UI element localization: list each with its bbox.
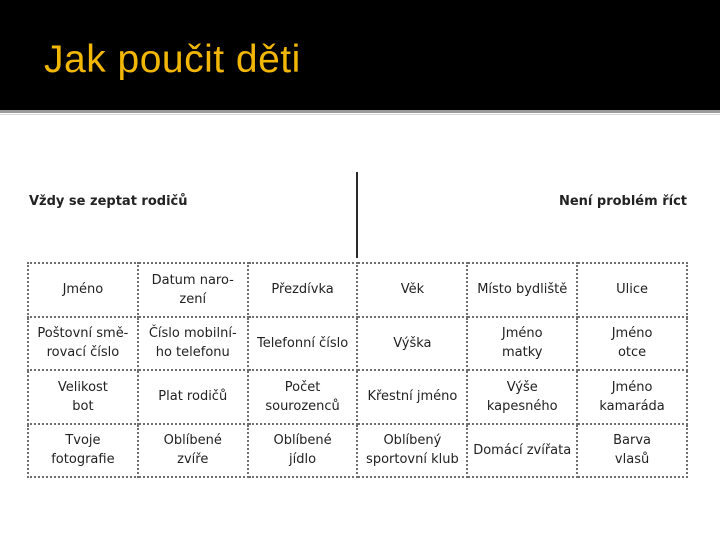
- scale-divider-line: [356, 172, 358, 258]
- grid-cell: Domácí zvířata: [467, 424, 577, 478]
- label-always-ask-parents: Vždy se zeptat rodičů: [29, 194, 188, 209]
- grid-cell: Jméno: [28, 263, 138, 317]
- grid-cell: Telefonní číslo: [248, 317, 358, 371]
- grid-row: [28, 424, 687, 478]
- info-grid: [27, 262, 688, 478]
- label-ok-to-tell: Není problém říct: [558, 194, 687, 209]
- grid-cell: Výše kapesného: [467, 370, 577, 424]
- grid-cell: Přezdívka: [248, 263, 358, 317]
- grid-cell: Poštovní smě- rovací číslo: [28, 317, 138, 371]
- grid-cell: Počet sourozenců: [248, 370, 358, 424]
- grid-cell: Oblíbené jídlo: [248, 424, 358, 478]
- grid-cell: Číslo mobilní- ho telefonu: [138, 317, 248, 371]
- grid-cell: Jméno matky: [467, 317, 577, 371]
- grid-cell: Křestní jméno: [357, 370, 467, 424]
- grid-cell: Oblíbené zvíře: [138, 424, 248, 478]
- grid-cell: Tvoje fotografie: [28, 424, 138, 478]
- slide-header: [0, 0, 720, 110]
- grid-cell: Velikost bot: [28, 370, 138, 424]
- grid-cell: Barva vlasů: [577, 424, 687, 478]
- grid-cell: Místo bydliště: [467, 263, 577, 317]
- grid-row: [28, 317, 687, 371]
- header-divider-line-light: [0, 114, 720, 115]
- grid-cell: Datum naro- zení: [138, 263, 248, 317]
- grid-cell: Plat rodičů: [138, 370, 248, 424]
- grid-cell: Věk: [357, 263, 467, 317]
- header-divider-line: [0, 110, 720, 113]
- slide-title: Jak poučit děti: [44, 38, 301, 81]
- grid-cell: Výška: [357, 317, 467, 371]
- grid-row: [28, 263, 687, 317]
- grid-cell: Jméno otce: [577, 317, 687, 371]
- grid-cell: Jméno kamaráda: [577, 370, 687, 424]
- grid-cell: Ulice: [577, 263, 687, 317]
- grid-cell: Oblíbený sportovní klub: [357, 424, 467, 478]
- grid-row: [28, 370, 687, 424]
